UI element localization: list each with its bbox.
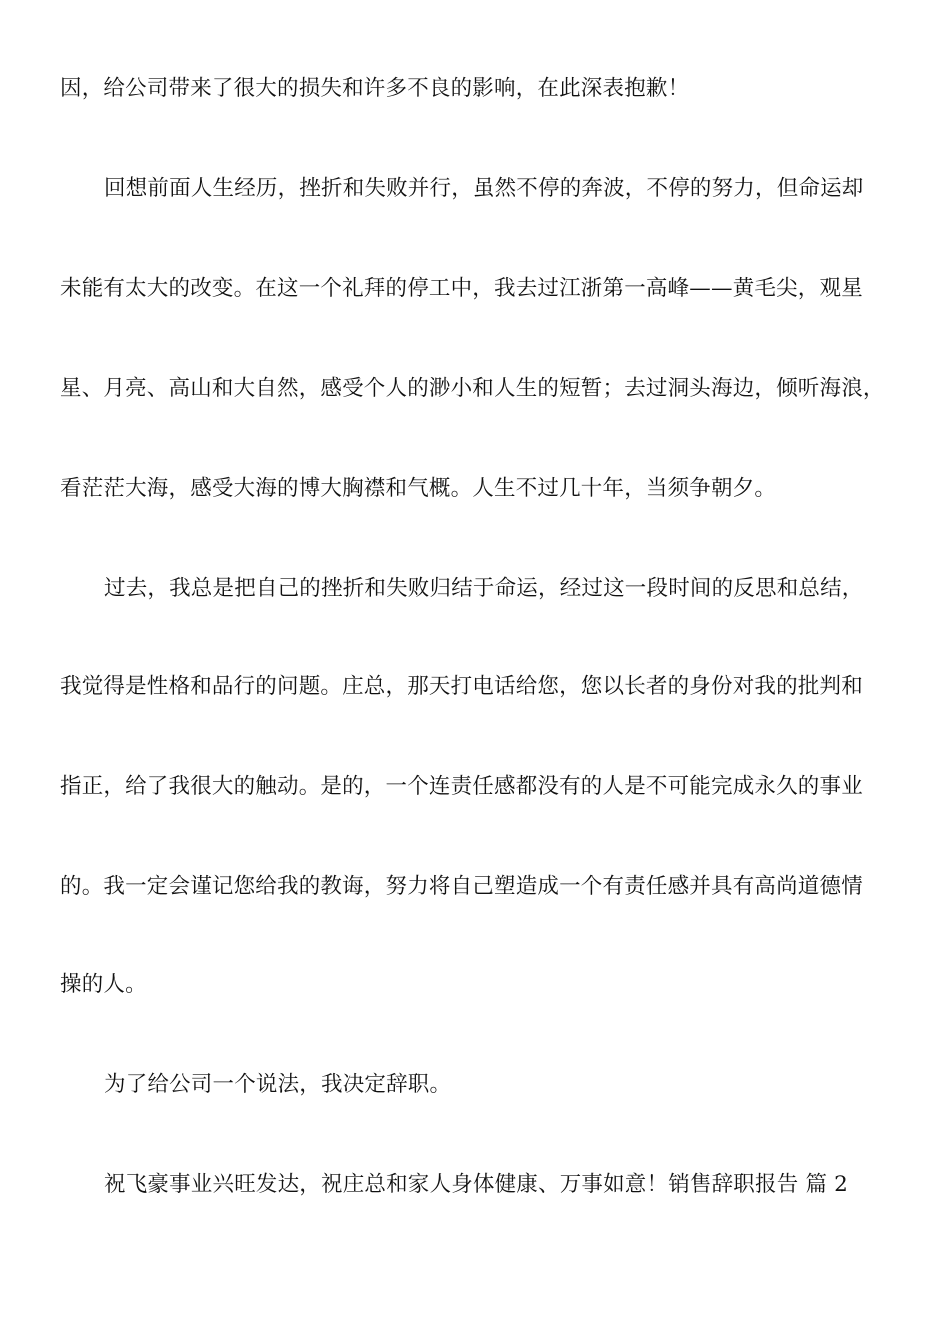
text-line-9: 的。我一定会谨记您给我的教诲，努力将自己塑造成一个有责任感并具有高尚道德情 [60, 874, 863, 899]
text-line-12: 祝飞豪事业兴旺发达，祝庄总和家人身体健康、万事如意！销售辞职报告 篇 2 [104, 1172, 849, 1197]
text-line-3: 未能有太大的改变。在这一个礼拜的停工中，我去过江浙第一高峰——黄毛尖，观星 [60, 276, 863, 301]
text-line-6: 过去，我总是把自己的挫折和失败归结于命运，经过这一段时间的反思和总结， [104, 576, 864, 601]
text-line-10: 操的人。 [60, 972, 147, 997]
text-line-1: 因，给公司带来了很大的损失和许多不良的影响，在此深表抱歉！ [60, 76, 690, 101]
text-line-4: 星、月亮、高山和大自然，感受个人的渺小和人生的短暂；去过洞头海边，倾听海浪， [60, 376, 885, 401]
text-line-2: 回想前面人生经历，挫折和失败并行，虽然不停的奔波，不停的努力，但命运却 [104, 176, 864, 201]
text-line-7: 我觉得是性格和品行的问题。庄总，那天打电话给您，您以长者的身份对我的批判和 [60, 674, 863, 699]
text-line-11: 为了给公司一个说法，我决定辞职。 [104, 1072, 452, 1097]
text-line-5: 看茫茫大海，感受大海的博大胸襟和气概。人生不过几十年，当须争朝夕。 [60, 476, 777, 501]
text-line-8: 指正，给了我很大的触动。是的，一个连责任感都没有的人是不可能完成永久的事业 [60, 774, 863, 799]
